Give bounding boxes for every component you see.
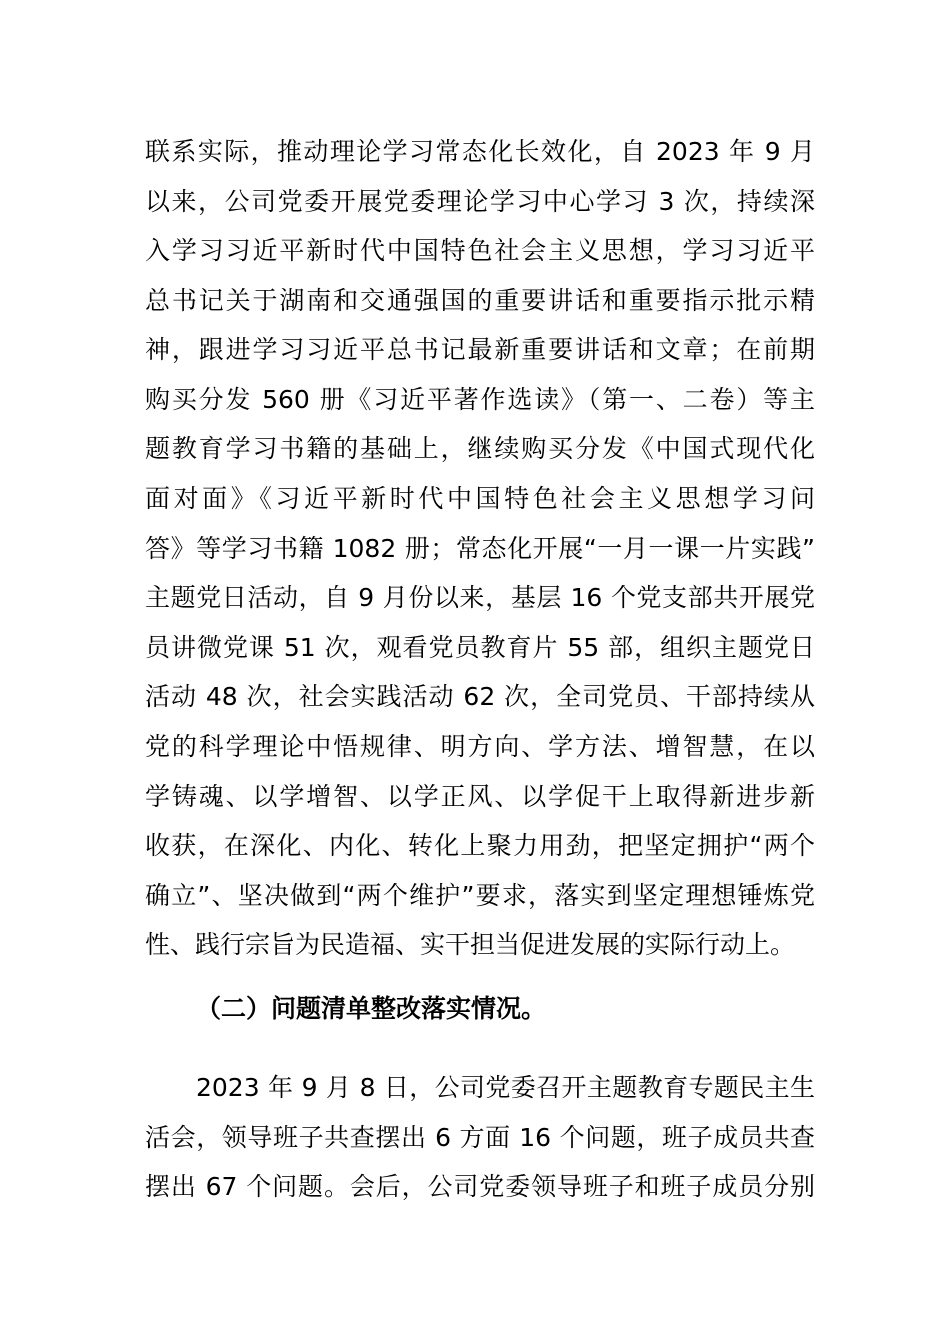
body-text-line: 入学习习近平新时代中国特色社会主义思想，学习习近平 (145, 236, 815, 265)
body-text-line: 员讲微党课 51 次，观看党员教育片 55 部，组织主题党日 (145, 633, 815, 662)
body-text-line: 确立”、坚决做到“两个维护”要求，落实到坚定理想锤炼党 (145, 881, 815, 910)
body-text-line: 面对面》《习近平新时代中国特色社会主义思想学习问 (145, 484, 815, 513)
body-text-line: 题教育学习书籍的基础上，继续购买分发《中国式现代化 (145, 434, 815, 463)
section-heading: （二）问题清单整改落实情况。 (196, 994, 547, 1023)
body-text-line: 党的科学理论中悟规律、明方向、学方法、增智慧，在以 (145, 732, 815, 761)
body-text-line: 答》等学习书籍 1082 册；常态化开展“一月一课一片实践” (145, 534, 815, 563)
body-text-line: 2023 年 9 月 8 日，公司党委召开主题教育专题民主生 (196, 1073, 815, 1102)
body-text-line: 活动 48 次，社会实践活动 62 次，全司党员、干部持续从 (145, 682, 815, 711)
body-text-line: 总书记关于湖南和交通强国的重要讲话和重要指示批示精 (145, 286, 815, 315)
body-text-line: 神，跟进学习习近平总书记最新重要讲话和文章；在前期 (145, 335, 815, 364)
body-text-line: 主题党日活动，自 9 月份以来，基层 16 个党支部共开展党 (145, 583, 815, 612)
body-text-line: 以来，公司党委开展党委理论学习中心学习 3 次，持续深 (145, 187, 815, 216)
body-text-line: 学铸魂、以学增智、以学正风、以学促干上取得新进步新 (145, 782, 815, 811)
body-text-line: 摆出 67 个问题。会后，公司党委领导班子和班子成员分别 (145, 1172, 815, 1201)
body-text-line: 联系实际，推动理论学习常态化长效化，自 2023 年 9 月 (145, 137, 815, 166)
body-text-line: 活会，领导班子共查摆出 6 方面 16 个问题，班子成员共查 (145, 1123, 815, 1152)
body-text-line: 性、践行宗旨为民造福、实干担当促进发展的实际行动上。 (145, 930, 796, 959)
body-text-line: 收获，在深化、内化、转化上聚力用劲，把坚定拥护“两个 (145, 831, 815, 860)
body-text-line: 购买分发 560 册《习近平著作选读》（第一、二卷）等主 (145, 385, 815, 414)
